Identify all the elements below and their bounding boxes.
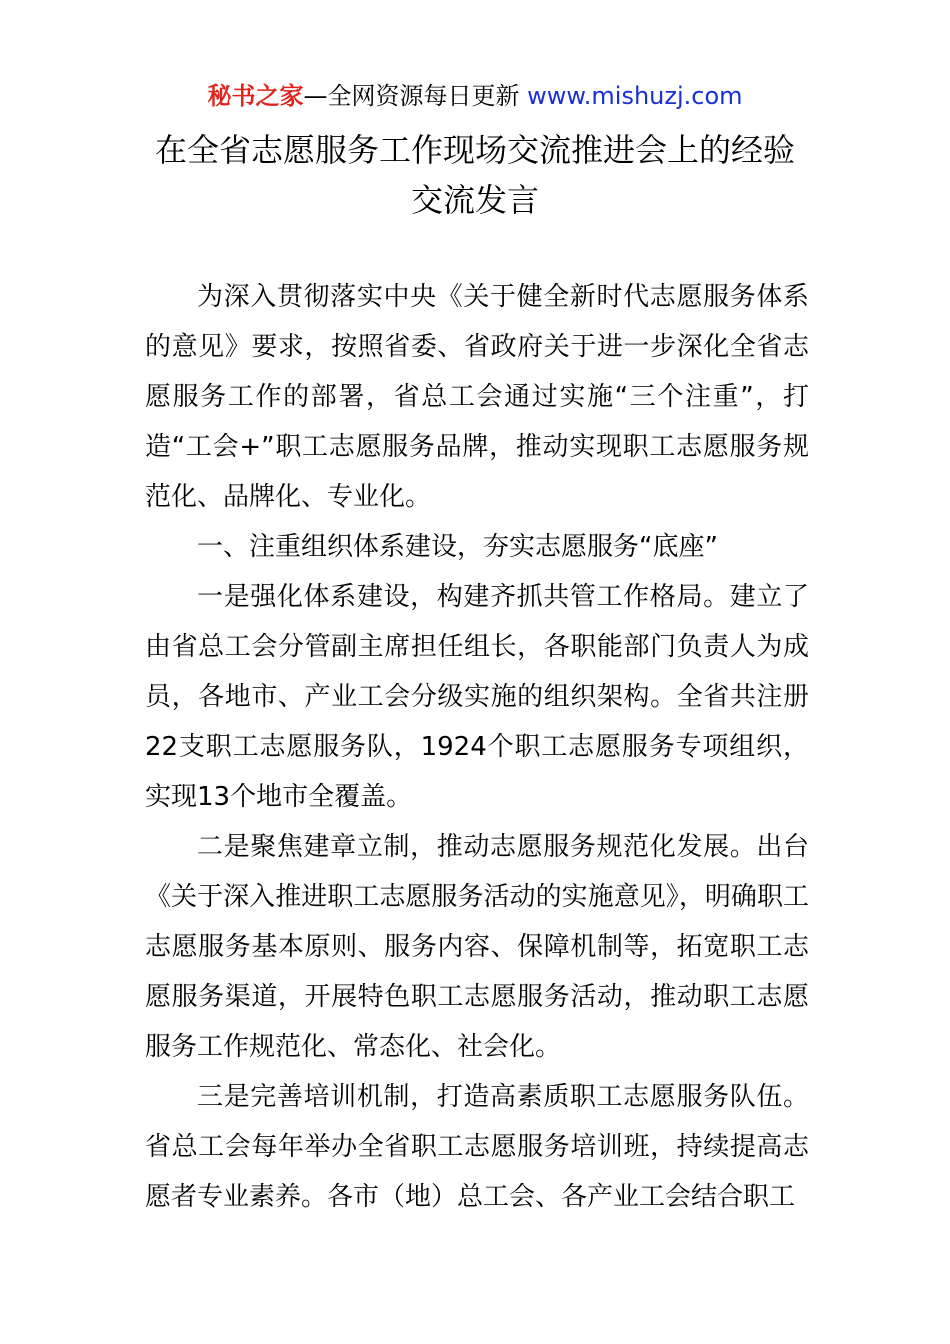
paragraph-intro: 为深入贯彻落实中央《关于健全新时代志愿服务体系的意见》要求，按照省委、省政府关于进一步深化全省志愿服务工作的部署，省总工会通过实施“三个注重”，打造“工会+”职工志愿服务品牌，推动实现职工志愿服务规范化、品牌化、专业化。 [145,282,809,512]
document-title [130,125,820,225]
site-header [0,80,950,112]
header-slogan: —全网资源每日更新 [303,82,528,110]
section-heading-1: 一、注重组织体系建设，夯实志愿服务“底座” [197,532,718,562]
paragraph-point-3: 三是完善培训机制，打造高素质职工志愿服务队伍。省总工会每年举办全省职工志愿服务培训班，持续提高志愿者专业素养。各市（地）总工会、各产业工会结合职工 [145,1082,809,1212]
title-line-2: 交流发言 [410,181,539,219]
document-body [145,272,809,1222]
brand-name: 秘书之家 [207,82,304,110]
paragraph-point-2: 二是聚焦建章立制，推动志愿服务规范化发展。出台《关于深入推进职工志愿服务活动的实施意见》，明确职工志愿服务基本原则、服务内容、保障机制等，拓宽职工志愿服务渠道，开展特色职工志愿服务活动，推动职工志愿服务工作规范化、常态化、社会化。 [145,832,809,1062]
paragraph-point-1: 一是强化体系建设，构建齐抓共管工作格局。建立了由省总工会分管副主席担任组长，各职能部门负责人为成员，各地市、产业工会分级实施的组织架构。全省共注册22支职工志愿服务队，1924个职工志愿服务专项组织，实现13个地市全覆盖。 [145,582,809,812]
header-url[interactable]: www.mishuzj.com [527,82,743,110]
title-line-1: 在全省志愿服务工作现场交流推进会上的经验 [154,131,795,169]
